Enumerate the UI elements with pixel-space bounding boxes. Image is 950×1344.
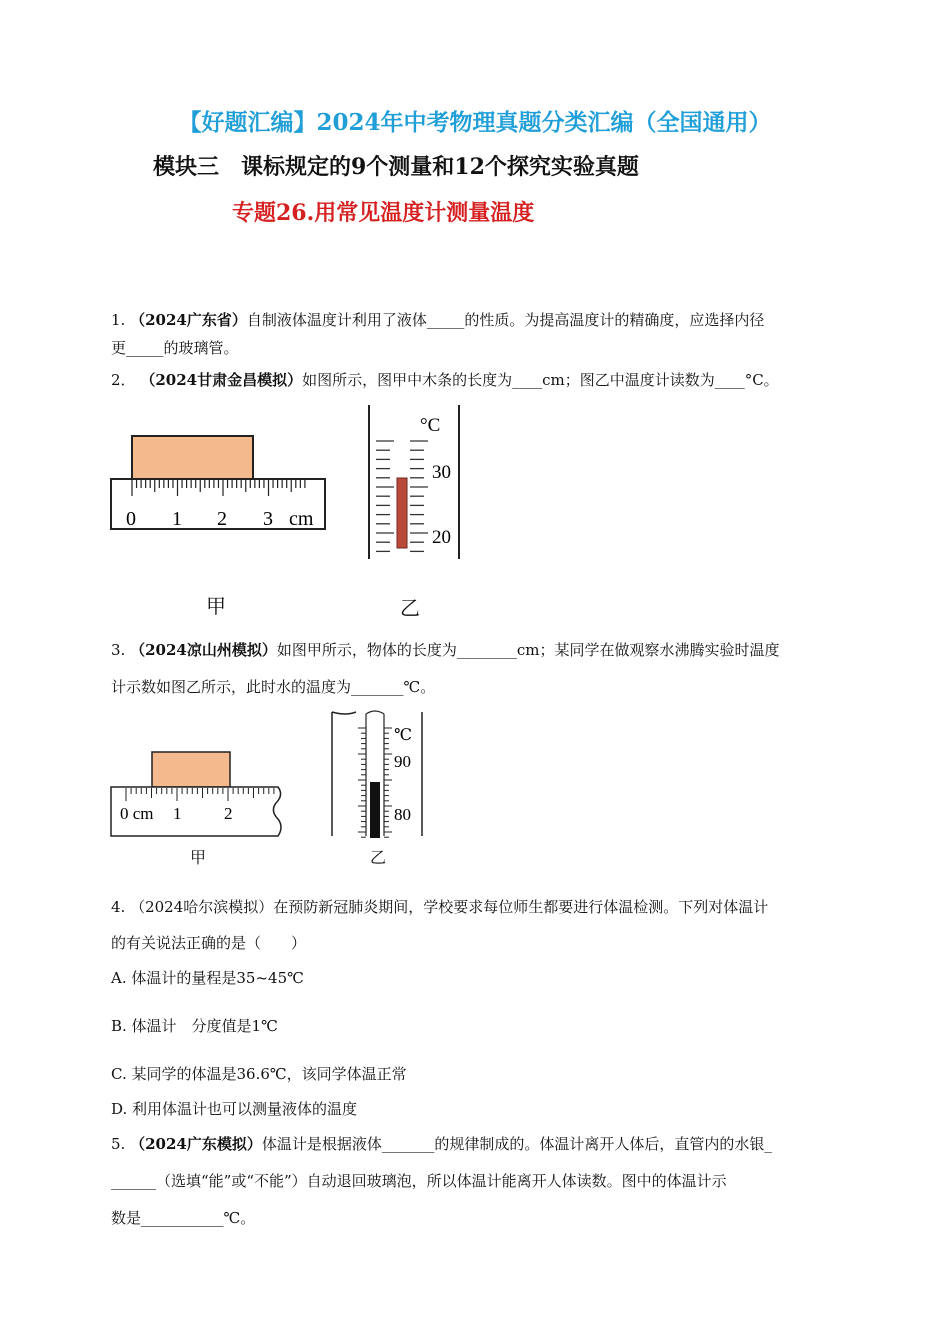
question-text: 如图甲所示，物体的长度为________cm；某同学在做观察水沸腾实验时温度: [276, 641, 780, 659]
thermometer-label-20: 20: [432, 527, 451, 548]
mercury-column: [397, 478, 407, 548]
question-5: [111, 1132, 841, 1230]
thermometer-label-80: 80: [394, 805, 411, 824]
ruler-label-2: 2: [224, 804, 233, 823]
figure-caption-jia: 甲: [206, 594, 226, 618]
question-text: 自制液体温度计利用了液体_____的性质。为提高温度计的精确度，应选择内径: [246, 311, 765, 329]
question-number: 3.: [111, 641, 126, 659]
question-source: （2024广东省）: [130, 311, 247, 329]
question-1: [111, 308, 841, 360]
figure-caption-jia-q3: 甲: [190, 848, 207, 867]
question-number: 4.: [111, 898, 126, 916]
question-number: 2．: [111, 371, 136, 389]
module-heading: 模块三 课标规定的9个测量和12个探究实验真题: [153, 154, 639, 180]
figure-caption-yi-q3: 乙: [370, 848, 387, 867]
ruler-label-0cm: 0 cm: [120, 804, 154, 823]
ruler-label-1: 1: [172, 508, 182, 530]
ruler-label-3: 3: [263, 508, 273, 530]
question-5-line-2: ______（选填“能”或“不能”）自动退回玻璃泡，所以体温计能离开人体读数。图中的体温计示: [111, 1172, 727, 1190]
question-source: （2024哈尔滨模拟）: [130, 898, 274, 916]
ruler-unit: cm: [289, 508, 314, 530]
liquid-column: [370, 782, 380, 838]
question-3-line-2: 计示数如图乙所示，此时水的温度为_______℃。: [111, 678, 436, 696]
ruler-label-1: 1: [173, 804, 182, 823]
question-4-line-2: 的有关说法正确的是（ ）: [111, 934, 307, 952]
option-a: A. 体温计的量程是35~45℃: [111, 969, 304, 987]
question-4: [111, 895, 841, 955]
thermometer-unit: ℃: [394, 727, 412, 744]
wood-block: [152, 752, 230, 787]
question-number: 1.: [111, 311, 126, 329]
question-1-line-1: [111, 308, 841, 332]
question-3: [111, 638, 841, 699]
thermometer-figure-q3: [326, 708, 430, 842]
question-5-line-3: 数是___________℃。: [111, 1209, 256, 1227]
thermometer-label-90: 90: [394, 752, 411, 771]
option-b: B. 体温计 分度值是1℃: [111, 1017, 278, 1035]
question-number: 5.: [111, 1135, 126, 1153]
ruler-label-2: 2: [217, 508, 227, 530]
ruler-figure-q3: [106, 750, 296, 840]
document-title: 【好题汇编】2024年中考物理真题分类汇编（全国通用）: [178, 109, 772, 136]
wood-strip: [132, 436, 253, 479]
ruler-label-0: 0: [126, 508, 136, 530]
question-source: （2024广东模拟）: [130, 1135, 262, 1153]
question-2: [111, 368, 841, 392]
question-5-line-1: [111, 1132, 841, 1156]
question-text: 在预防新冠肺炎期间，学校要求每位师生都要进行体温检测。下列对体温计: [273, 898, 769, 916]
thermometer-label-30: 30: [432, 462, 451, 483]
thermometer-figure-q2: [362, 403, 466, 561]
figure-caption-yi: 乙: [400, 596, 420, 620]
question-text: 如图所示，图甲中木条的长度为____cm；图乙中温度计读数为____°C。: [302, 371, 779, 389]
option-d: D. 利用体温计也可以测量液体的温度: [111, 1100, 358, 1118]
ruler-figure-q2: [106, 434, 334, 538]
question-source: （2024凉山州模拟）: [130, 641, 277, 659]
question-source: （2024甘肃金昌模拟）: [140, 371, 303, 389]
thermometer-unit: °C: [420, 415, 441, 436]
question-4-line-1: [111, 895, 841, 919]
question-3-line-1: [111, 638, 841, 662]
question-text: 体温计是根据液体_______的规律制成的。体温计离开人体后，直管内的水银_: [261, 1135, 772, 1153]
option-c: C. 某同学的体温是36.6℃，该同学体温正常: [111, 1065, 407, 1083]
topic-heading: 专题26.用常见温度计测量温度: [232, 200, 535, 226]
question-1-line-2: 更_____的玻璃管。: [111, 339, 239, 357]
